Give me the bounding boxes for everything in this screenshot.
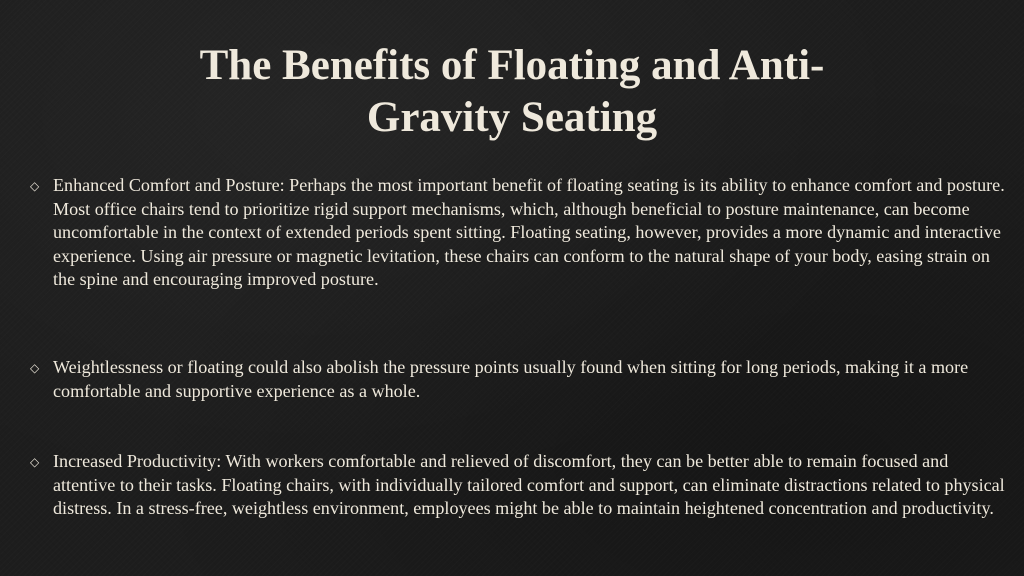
slide-title-line-2: Gravity Seating — [366, 94, 658, 141]
bullet-item — [30, 356, 1005, 403]
bullet-text: Increased Productivity: With workers comfortable and relieved of discomfort, they can be better able to remain focused and attentive to their tasks. Floating chairs, with individually tailored comfort and support, can eliminate distractions related to physical distress. In a stress-free, weightless environment, employees might be able to maintain heightened concentration and productivity. — [53, 451, 1005, 518]
bullet-item — [30, 450, 1005, 521]
bullet-item — [30, 174, 1005, 292]
slide-title-line-1: The Benefits of Floating and Anti- — [199, 42, 825, 89]
diamond-bullet-icon: ◇ — [30, 455, 40, 469]
bullet-text: Weightlessness or floating could also abolish the pressure points usually found when sitting for long periods, making it a more comfortable and supportive experience as a whole. — [53, 357, 969, 401]
diamond-bullet-icon: ◇ — [30, 179, 40, 193]
bullet-text: Enhanced Comfort and Posture: Perhaps the most important benefit of floating seating is its ability to enhance comfort and posture. Most office chairs tend to prioritize rigid support mechanisms, which, although beneficial to posture maintenance, can become uncomfortable in the context of extended periods spent sitting. Floating seating, however, provides a more dynamic and interactive experience. Using air pressure or magnetic levitation, these chairs can conform to the natural shape of your body, easing strain on the spine and encouraging improved posture. — [53, 175, 1005, 289]
slide-title — [0, 40, 1024, 144]
diamond-bullet-icon: ◇ — [30, 361, 40, 375]
